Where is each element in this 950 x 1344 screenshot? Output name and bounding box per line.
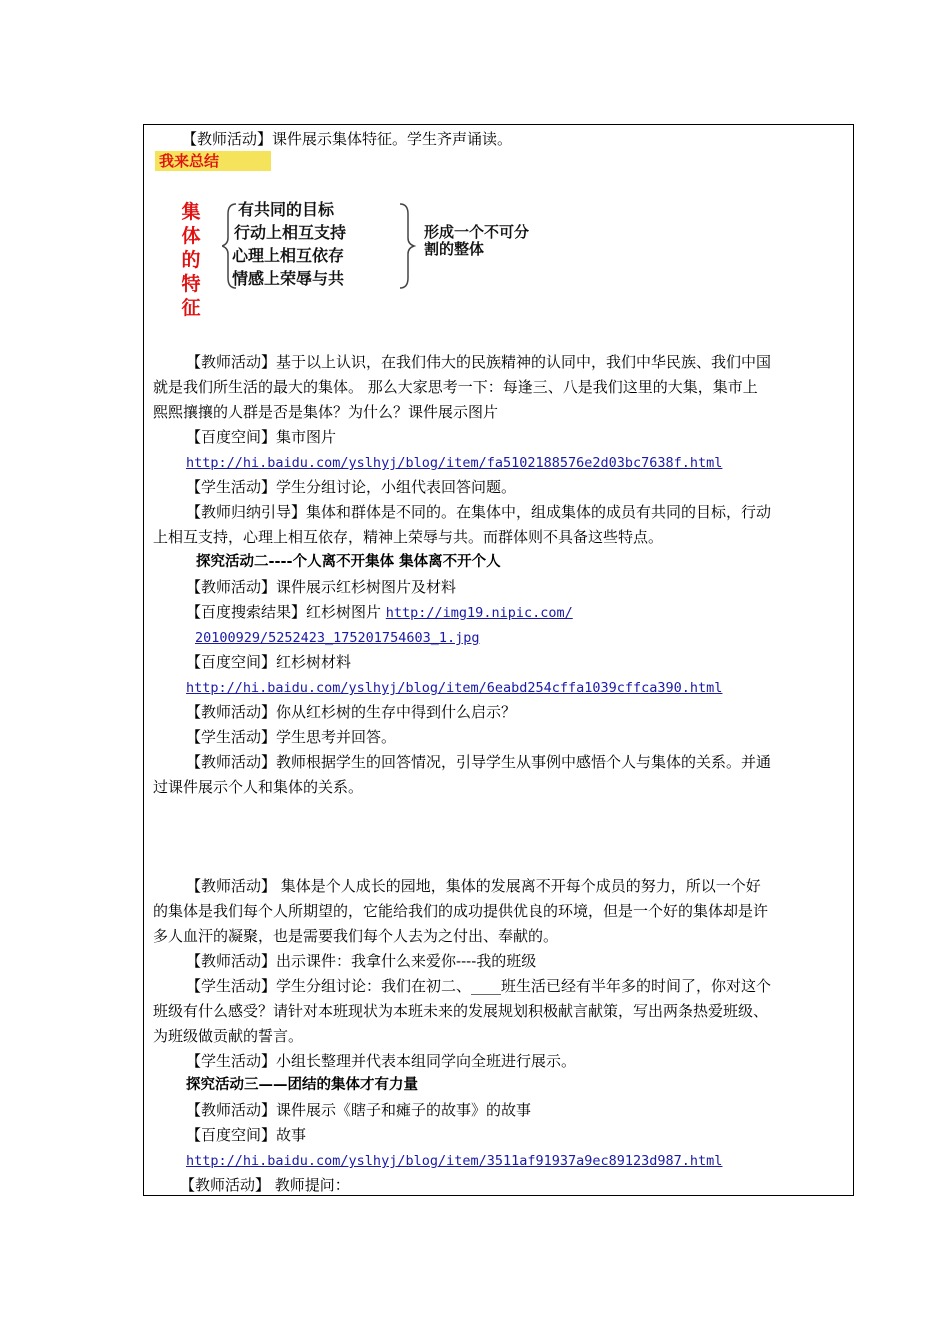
paragraph-line: 班级有什么感受？请针对本班现状为本班未来的发展规划积极献言献策，写出两条热爱班级、 (153, 1002, 769, 1020)
summary-banner: 我来总结 (155, 151, 271, 171)
baidu-link-story[interactable]: http://hi.baidu.com/yslhyj/blog/item/3511af91937a9ec89123d987.html (186, 1153, 723, 1169)
link-line (186, 452, 722, 473)
paragraph-line: 【教师活动】出示课件：我拿什么来爱你----我的班级 (186, 952, 537, 970)
paragraph-line: 【百度空间】红杉树材料 (186, 653, 352, 671)
baidu-link-market[interactable]: http://hi.baidu.com/yslhyj/blog/item/fa5102188576e2d03bc7638f.html (186, 455, 723, 471)
link-line (186, 1150, 722, 1171)
paragraph-line: 过课件展示个人和集体的关系。 (153, 778, 364, 796)
paragraph-line: 【学生活动】学生分组讨论：我们在初二、____班生活已经有半年多的时间了，你对这个 (186, 977, 772, 995)
paragraph-line: 【学生活动】学生分组讨论，小组代表回答问题。 (186, 478, 517, 496)
paragraph-text: 【百度搜索结果】红杉树图片 (186, 603, 386, 621)
right-brace (400, 204, 414, 288)
section-heading: 探究活动二----个人离不开集体 集体离不开个人 (196, 554, 501, 570)
intro-line: 【教师活动】课件展示集体特征。学生齐声诵读。 (182, 130, 513, 148)
paragraph-line: 为班级做贡献的誓言。 (153, 1027, 304, 1045)
diagram-result: 形成一个不可分割的整体 (424, 223, 530, 258)
section-heading: 探究活动三——团结的集体才有力量 (186, 1077, 418, 1093)
redwood-image-link[interactable]: http://img19.nipic.com/ (385, 605, 573, 621)
diagram-vertical-title: 集 体 的 特 征 (181, 201, 201, 319)
feature-item: 心理上相互依存 (232, 246, 345, 265)
paragraph-line: 【百度空间】集市图片 (186, 428, 337, 446)
paragraph-line: 就是我们所生活的最大的集体。 那么大家思考一下：每逢三、八是我们这里的大集，集市上 (153, 378, 758, 396)
paragraph-line: 上相互支持，心理上相互依存，精神上荣辱与共。而群体则不具备这些特点。 (153, 528, 664, 546)
link-line (186, 677, 722, 698)
feature-item: 有共同的目标 (238, 200, 335, 219)
paragraph-line: 【教师活动】课件展示《瞎子和瘫子的故事》的故事 (186, 1101, 532, 1119)
paragraph-line: 【教师活动】 集体是个人成长的园地，集体的发展离不开每个成员的努力，所以一个好 (186, 877, 761, 895)
paragraph-line: 【教师归纳引导】集体和群体是不同的。在集体中，组成集体的成员有共同的目标，行动 (186, 503, 772, 521)
paragraph-line: 的集体是我们每个人所期望的，它能给我们的成功提供优良的环境，但是一个好的集体却是许 (153, 902, 769, 920)
feature-item: 情感上荣辱与共 (232, 269, 345, 288)
feature-item: 行动上相互支持 (234, 223, 347, 242)
redwood-image-link-continued[interactable]: 20100929/5252423_175201754603_1.jpg (195, 630, 480, 646)
paragraph-line: 【学生活动】学生思考并回答。 (186, 728, 397, 746)
paragraph-line: 【教师活动】你从红杉树的生存中得到什么启示？ (186, 703, 517, 721)
paragraph-line: 【教师活动】课件展示红杉树图片及材料 (186, 578, 457, 596)
paragraph-line: 【百度空间】故事 (186, 1126, 307, 1144)
paragraph-line: 【教师活动】 教师提问： (180, 1176, 350, 1194)
paragraph-line (186, 602, 573, 623)
paragraph-line: 【学生活动】小组长整理并代表本组同学向全班进行展示。 (186, 1052, 577, 1070)
paragraph-line: 熙熙攘攘的人群是否是集体？为什么？课件展示图片 (153, 403, 499, 421)
paragraph-line: 【教师活动】教师根据学生的回答情况，引导学生从事例中感悟个人与集体的关系。并通 (186, 753, 772, 771)
baidu-link-redwood[interactable]: http://hi.baidu.com/yslhyj/blog/item/6eabd254cffa1039cffca390.html (186, 680, 723, 696)
paragraph-line: 【教师活动】基于以上认识，在我们伟大的民族精神的认同中，我们中华民族、我们中国 (186, 353, 772, 371)
link-line (195, 627, 479, 648)
paragraph-line: 多人血汗的凝聚，也是需要我们每个人去为之付出、奉献的。 (153, 927, 559, 945)
